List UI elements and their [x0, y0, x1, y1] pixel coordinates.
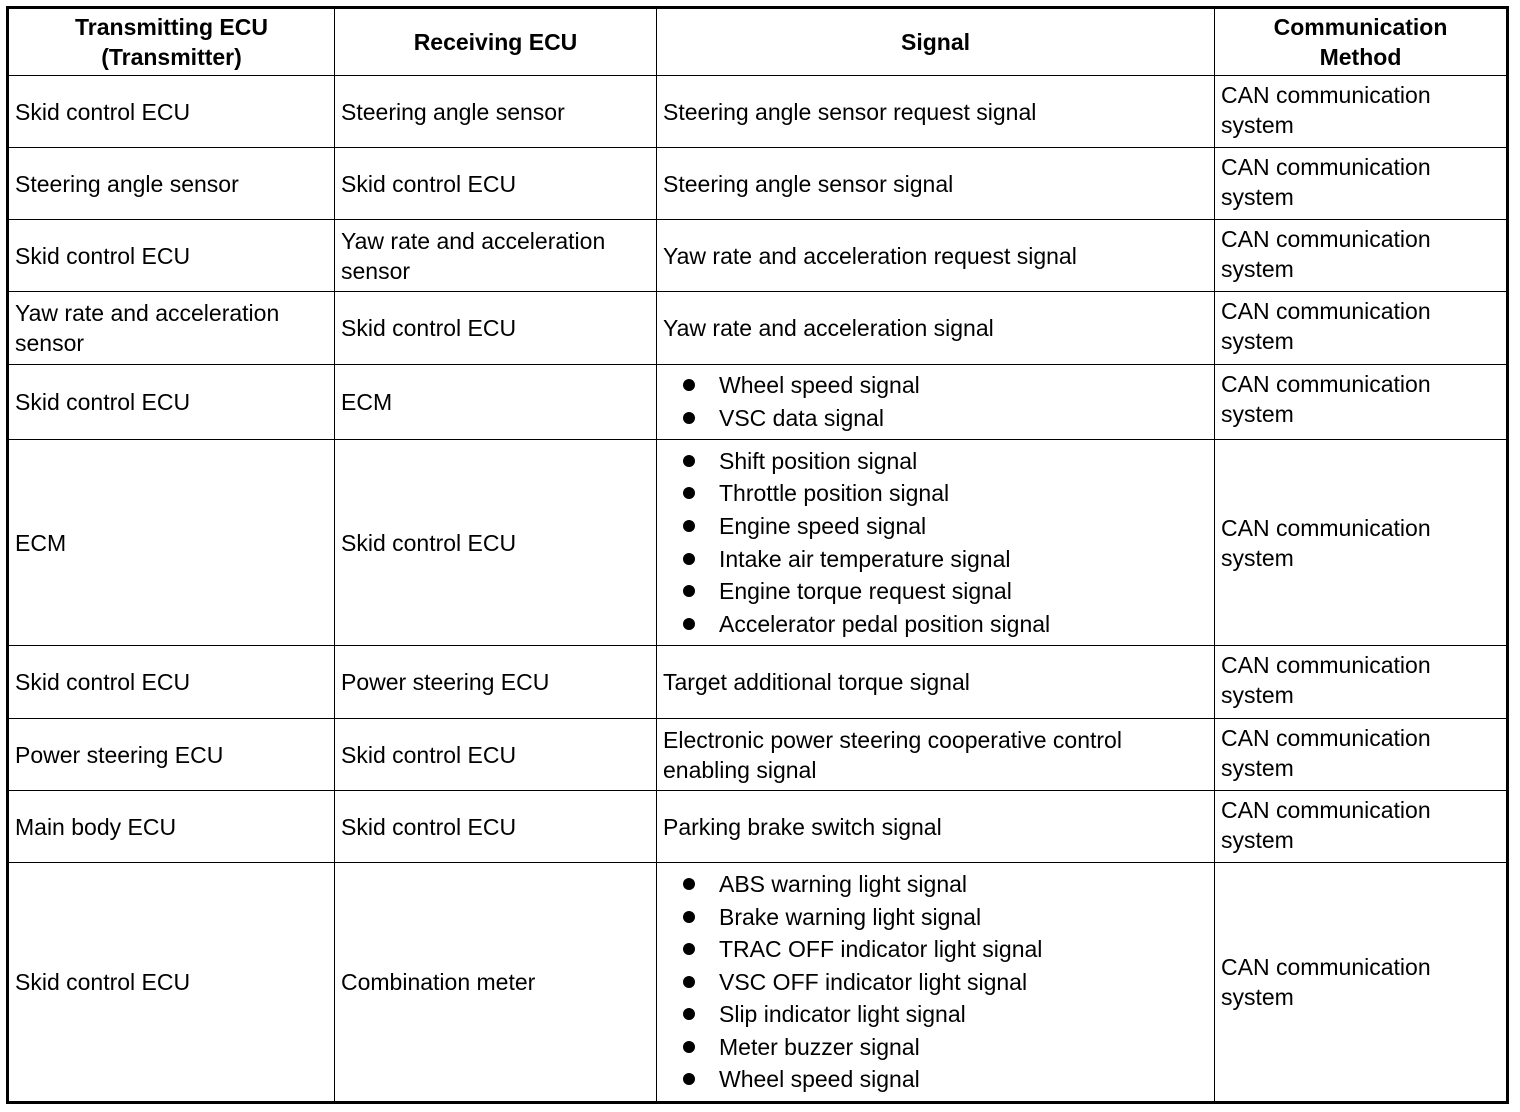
signal-list	[663, 369, 1208, 434]
receiver-cell-text: Combination meter	[341, 969, 536, 995]
signal-list-item: TRAC OFF indicator light signal	[681, 933, 1208, 966]
table-row	[8, 148, 1508, 220]
signal-cell-text: Parking brake switch signal	[663, 813, 942, 840]
receiver-cell	[335, 791, 657, 863]
receiver-cell	[335, 76, 657, 148]
signal-list-item: VSC data signal	[681, 402, 1208, 435]
method-cell-text: CAN communication system	[1221, 725, 1431, 781]
method-cell-text: CAN communication system	[1221, 797, 1431, 853]
signal-list-item: Throttle position signal	[681, 477, 1208, 510]
transmitter-cell-text: Skid control ECU	[15, 242, 191, 269]
signal-cell	[657, 863, 1215, 1103]
signal-cell	[657, 646, 1215, 719]
method-cell	[1215, 220, 1508, 292]
transmitter-cell	[8, 440, 335, 646]
header-label: Communication Method	[1273, 14, 1448, 70]
receiver-cell	[335, 863, 657, 1103]
method-cell	[1215, 719, 1508, 791]
method-cell-text: CAN communication system	[1221, 652, 1431, 708]
transmitter-cell-text: Skid control ECU	[15, 669, 191, 695]
signal-list-item: Shift position signal	[681, 445, 1208, 478]
signal-list-item: Wheel speed signal	[681, 369, 1208, 402]
receiver-cell-text: Yaw rate and acceleration sensor	[341, 227, 606, 284]
table-row	[8, 719, 1508, 791]
method-cell	[1215, 646, 1508, 719]
method-cell-text: CAN communication system	[1221, 954, 1431, 1010]
receiver-cell	[335, 148, 657, 220]
transmitter-cell	[8, 76, 335, 148]
header-transmitting-ecu	[8, 8, 335, 76]
transmitter-cell-text: Yaw rate and acceleration sensor	[15, 300, 280, 356]
transmitter-cell	[8, 292, 335, 365]
signal-list-item: Wheel speed signal	[681, 1063, 1208, 1096]
table-row	[8, 76, 1508, 148]
signal-list-item: ABS warning light signal	[681, 868, 1208, 901]
signal-cell	[657, 292, 1215, 365]
signal-list-item: VSC OFF indicator light signal	[681, 966, 1208, 999]
table-row	[8, 365, 1508, 440]
transmitter-cell-text: Power steering ECU	[15, 741, 224, 768]
transmitter-cell	[8, 220, 335, 292]
method-cell-text: CAN communication system	[1221, 82, 1431, 138]
method-cell-text: CAN communication system	[1221, 371, 1431, 427]
receiver-cell-text: ECM	[341, 389, 393, 415]
receiver-cell-text: Power steering ECU	[341, 669, 550, 695]
method-cell	[1215, 791, 1508, 863]
transmitter-cell-text: Skid control ECU	[15, 98, 191, 125]
signal-list-item: Engine speed signal	[681, 510, 1208, 543]
method-cell	[1215, 148, 1508, 220]
receiver-cell	[335, 365, 657, 440]
transmitter-cell	[8, 719, 335, 791]
transmitter-cell	[8, 791, 335, 863]
method-cell	[1215, 863, 1508, 1103]
header-signal	[657, 8, 1215, 76]
method-cell-text: CAN communication system	[1221, 514, 1431, 571]
signal-cell-text: Yaw rate and acceleration request signal	[663, 242, 1077, 269]
signal-cell-text: Steering angle sensor request signal	[663, 98, 1037, 125]
signal-cell	[657, 791, 1215, 863]
signal-cell-text: Target additional torque signal	[663, 669, 970, 695]
signal-cell-text: Electronic power steering cooperative control enabling signal	[663, 726, 1122, 783]
signal-list-item: Accelerator pedal position signal	[681, 608, 1208, 641]
receiver-cell-text: Skid control ECU	[341, 170, 517, 197]
signal-cell	[657, 440, 1215, 646]
table-row	[8, 440, 1508, 646]
transmitter-cell-text: Steering angle sensor	[15, 170, 239, 197]
table-row	[8, 863, 1508, 1103]
method-cell	[1215, 440, 1508, 646]
signal-cell-text: Yaw rate and acceleration signal	[663, 315, 994, 341]
receiver-cell-text: Skid control ECU	[341, 813, 517, 840]
table-body	[8, 76, 1508, 1103]
signal-list	[663, 445, 1208, 641]
receiver-cell-text: Skid control ECU	[341, 315, 517, 341]
transmitter-cell-text: Skid control ECU	[15, 389, 191, 415]
receiver-cell-text: Skid control ECU	[341, 741, 517, 768]
header-label: Transmitting ECU (Transmitter)	[75, 14, 268, 70]
signal-cell	[657, 220, 1215, 292]
receiver-cell-text: Steering angle sensor	[341, 98, 565, 125]
can-signal-table	[6, 6, 1509, 1104]
method-cell	[1215, 292, 1508, 365]
signal-cell	[657, 148, 1215, 220]
header-label: Signal	[900, 29, 970, 55]
header-label: Receiving ECU	[413, 29, 578, 55]
receiver-cell	[335, 292, 657, 365]
table-row	[8, 220, 1508, 292]
method-cell	[1215, 76, 1508, 148]
transmitter-cell	[8, 646, 335, 719]
signal-list-item: Slip indicator light signal	[681, 998, 1208, 1031]
method-cell-text: CAN communication system	[1221, 298, 1431, 354]
method-cell	[1215, 365, 1508, 440]
signal-cell	[657, 719, 1215, 791]
receiver-cell	[335, 719, 657, 791]
signal-cell-text: Steering angle sensor signal	[663, 170, 954, 197]
transmitter-cell	[8, 148, 335, 220]
transmitter-cell-text: Skid control ECU	[15, 969, 191, 995]
signal-list-item: Intake air temperature signal	[681, 543, 1208, 576]
method-cell-text: CAN communication system	[1221, 154, 1431, 210]
signal-list-item: Engine torque request signal	[681, 575, 1208, 608]
signal-list	[663, 868, 1208, 1096]
header-row	[8, 8, 1508, 76]
signal-cell	[657, 365, 1215, 440]
method-cell-text: CAN communication system	[1221, 226, 1431, 282]
transmitter-cell	[8, 365, 335, 440]
table-row	[8, 791, 1508, 863]
receiver-cell	[335, 220, 657, 292]
transmitter-cell-text: ECM	[15, 529, 67, 556]
signal-list-item: Meter buzzer signal	[681, 1031, 1208, 1064]
receiver-cell	[335, 440, 657, 646]
signal-cell	[657, 76, 1215, 148]
table-row	[8, 646, 1508, 719]
table-row	[8, 292, 1508, 365]
transmitter-cell-text: Main body ECU	[15, 813, 177, 840]
receiver-cell	[335, 646, 657, 719]
signal-list-item: Brake warning light signal	[681, 901, 1208, 934]
header-receiving-ecu	[335, 8, 657, 76]
table-header	[8, 8, 1508, 76]
receiver-cell-text: Skid control ECU	[341, 529, 517, 556]
transmitter-cell	[8, 863, 335, 1103]
header-communication-method	[1215, 8, 1508, 76]
